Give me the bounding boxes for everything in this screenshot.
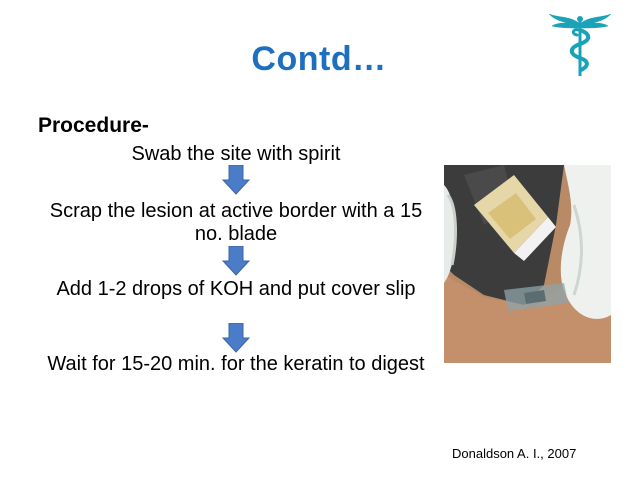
koh-preparation-photo (444, 165, 611, 363)
down-arrow-icon (222, 323, 250, 353)
step-3-text: Add 1-2 drops of KOH and put cover slip (56, 278, 416, 300)
down-arrow-icon (222, 246, 250, 276)
down-arrow-icon (222, 165, 250, 195)
procedure-heading: Procedure- (38, 114, 149, 137)
step-4-text: Wait for 15-20 min. for the keratin to digest (47, 353, 425, 375)
citation-text: Donaldson A. I., 2007 (452, 446, 577, 461)
slide-title: Contd… (251, 40, 387, 78)
step-1-text: Swab the site with spirit (131, 143, 341, 165)
step-2-text: Scrap the lesion at active border with a 15 no. blade (49, 200, 423, 245)
